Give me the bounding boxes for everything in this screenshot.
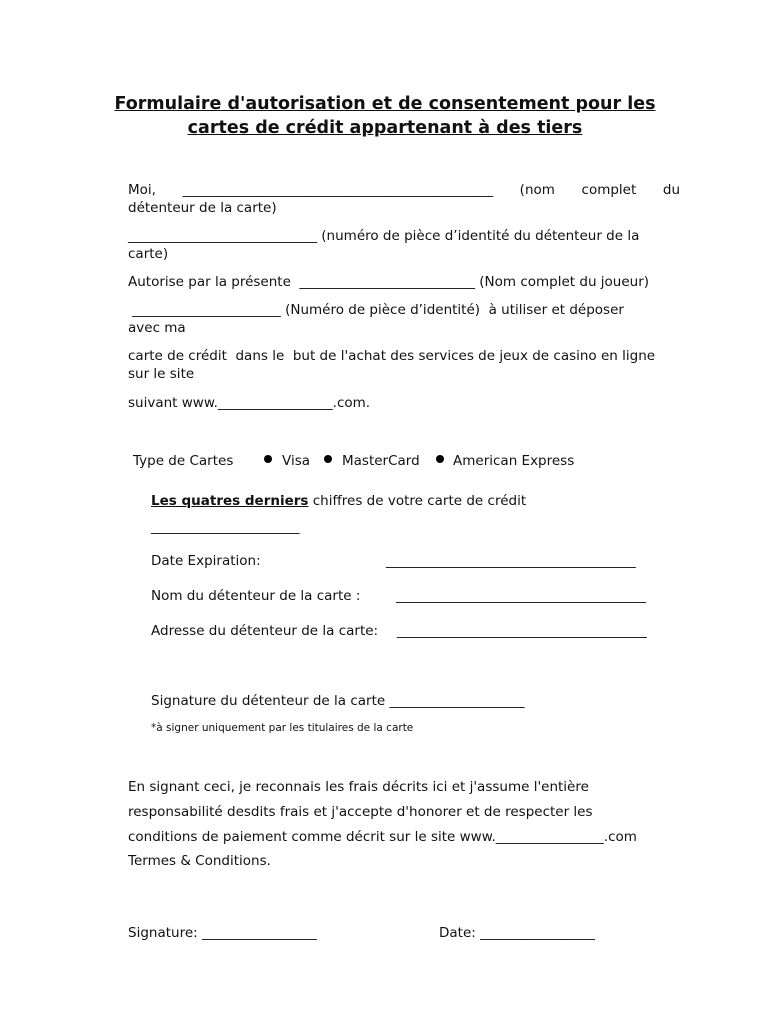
bullet-icon xyxy=(324,455,332,463)
intro-line-10: suivant www._________________.com. xyxy=(128,395,371,411)
card-option-amex[interactable]: American Express xyxy=(453,453,575,469)
intro-word: complet xyxy=(581,182,637,198)
footer-date[interactable]: Date: _________________ xyxy=(439,925,595,941)
intro-line-7: avec ma xyxy=(128,320,186,336)
address-blank[interactable]: _____________________________________ xyxy=(397,623,647,639)
last-four-emphasis: Les quatres derniers xyxy=(151,493,309,509)
holder-blank[interactable]: _____________________________________ xyxy=(396,588,646,604)
title-line-1: Formulaire d'autorisation et de consentement pour les xyxy=(114,94,656,114)
last-four-blank[interactable]: ______________________ xyxy=(151,519,300,535)
card-type-label: Type de Cartes xyxy=(133,453,234,469)
intro-line-3: ____________________________ (numéro de pièce d’identité du détenteur de la xyxy=(128,228,640,244)
intro-word: du xyxy=(662,182,681,198)
holder-label: Nom du détenteur de la carte : xyxy=(151,588,361,604)
expiry-blank[interactable]: _____________________________________ xyxy=(386,553,636,569)
card-option-visa[interactable]: Visa xyxy=(282,453,310,469)
footer-signature[interactable]: Signature: _________________ xyxy=(128,925,317,941)
intro-line-2: détenteur de la carte) xyxy=(128,200,277,216)
expiry-label: Date Expiration: xyxy=(151,553,261,569)
holder-signature-line[interactable]: Signature du détenteur de la carte ____________________ xyxy=(151,693,525,709)
intro-line-6: ______________________ (Numéro de pièce d’identité) à utiliser et déposer xyxy=(128,302,624,318)
address-label: Adresse du détenteur de la carte: xyxy=(151,623,379,639)
intro-line-5: Autorise par la présente __________________________ (Nom complet du joueur) xyxy=(128,274,650,290)
last-four-label xyxy=(151,492,526,510)
title-line-2: cartes de crédit appartenant à des tiers xyxy=(187,118,583,138)
intro-moi: Moi, xyxy=(128,182,156,198)
agreement-line-3: conditions de paiement comme décrit sur le site www.________________.com xyxy=(128,829,637,845)
bullet-icon xyxy=(436,455,444,463)
page-title xyxy=(80,92,690,140)
intro-word: (nom xyxy=(519,182,555,198)
intro-line-8: carte de crédit dans le but de l'achat des services de jeux de casino en ligne xyxy=(128,348,656,364)
signature-note: *à signer uniquement par les titulaires de la carte xyxy=(151,722,414,734)
agreement-line-2: responsabilité desdits frais et j'accepte d'honorer et de respecter les xyxy=(128,804,593,820)
last-four-rest: chiffres de votre carte de crédit xyxy=(308,493,527,509)
agreement-line-1: En signant ceci, je reconnais les frais décrits ici et j'assume l'entière xyxy=(128,779,589,795)
holder-name-blank[interactable]: ______________________________________________ xyxy=(182,182,494,198)
agreement-line-4: Termes & Conditions. xyxy=(128,853,271,869)
bullet-icon xyxy=(264,455,272,463)
intro-line-1 xyxy=(128,181,680,199)
card-option-mastercard[interactable]: MasterCard xyxy=(342,453,420,469)
intro-line-9: sur le site xyxy=(128,366,195,382)
intro-line-4: carte) xyxy=(128,246,169,262)
